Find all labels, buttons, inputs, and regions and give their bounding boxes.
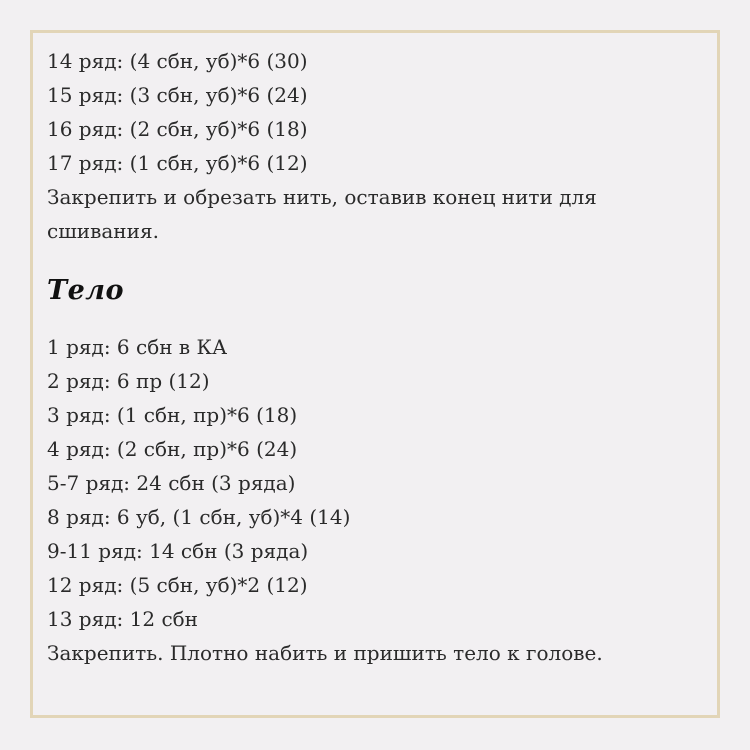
row-line: 15 ряд: (3 сбн, уб)*6 (24) [47,83,308,107]
row-line: 17 ряд: (1 сбн, уб)*6 (12) [47,151,308,175]
row-line: 4 ряд: (2 сбн, пр)*6 (24) [47,437,298,461]
finishing-note: Закрепить. Плотно набить и пришить тело к голове. [47,641,603,665]
head-rows-section [47,44,707,248]
row-line: 13 ряд: 12 сбн [47,607,199,631]
row-line: 16 ряд: (2 сбн, уб)*6 (18) [47,117,308,141]
row-line: 3 ряд: (1 сбн, пр)*6 (18) [47,403,298,427]
row-line: 14 ряд: (4 сбн, уб)*6 (30) [47,49,308,73]
row-line: 12 ряд: (5 сбн, уб)*2 (12) [47,573,308,597]
row-line: 2 ряд: 6 пр (12) [47,369,210,393]
finishing-note: Закрепить и обрезать нить, оставив конец нити для сшивания. [47,185,597,243]
row-line: 1 ряд: 6 сбн в КА [47,335,228,359]
section-heading-body: Тело [47,275,125,306]
pattern-text [47,44,707,670]
row-line: 8 ряд: 6 уб, (1 сбн, уб)*4 (14) [47,505,351,529]
row-line: 5-7 ряд: 24 сбн (3 ряда) [47,471,296,495]
row-line: 9-11 ряд: 14 сбн (3 ряда) [47,539,309,563]
body-rows-section [47,330,707,670]
